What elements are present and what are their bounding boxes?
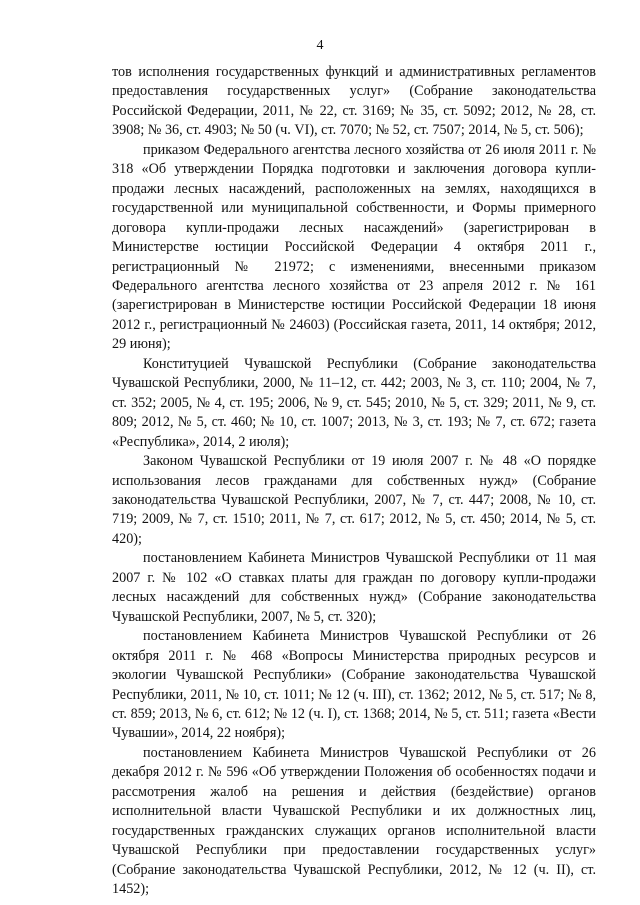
paragraph-resolution-ministry: постановлением Кабинета Министров Чувашской Республики от 26 октября 2011 г. № 468 «Вопросы Министерства природных ресурсов и экологии Чувашской Республики» (Собрание законодательства Чувашской Республики, 2011, № 10, ст. 1011; № 12 (ч. III), ст. 1362; 2012, № 5, ст. 517; № 8, ст. 859; 2013, № 6, ст. 612; № 12 (ч. I), ст. 1368; 2014, № 5, ст. 511; газета «Вести Чувашии», 2014, 22 ноября); [112,628,596,742]
paragraph-law-forest-use: Законом Чувашской Республики от 19 июля 2007 г. № 48 «О порядке использования лесов гражданами для собственных нужд» (Собрание законодательства Чувашской Республики, 2007, № 7, ст. 447; 2008, № 10, ст. 719; 2009, № 7, ст. 1510; 2011, № 7, ст. 617; 2012, № 5, ст. 450; 2014, № 5, ст. 420); [112,453,596,547]
paragraph-rosleshoz-order: приказом Федерального агентства лесного хозяйства от 26 июля 2011 г. № 318 «Об утверждении Порядка подготовки и заключения договора купли-продажи лесных насаждений, расположенных на землях, находящихся в государственной или муниципальной собственности, и Формы примерного договора купли-продажи лесных насаждений» (зарегистрирован в Министерстве юстиции Российской Федерации 4 октября 2011 г., регистрационный № 21972; с изменениями, внесенными приказом Федерального агентства лесного хозяйства от 23 апреля 2012 г. № 161 (зарегистрирован в Министерстве юстиции Российской Федерации 18 июня 2012 г., регистрационный № 24603) (Российская газета, 2011, 14 октября; 2012, 29 июня); [112,141,596,353]
paragraph-resolution-complaints: постановлением Кабинета Министров Чувашской Республики от 26 декабря 2012 г. № 596 «Об утверждении Положения об особенностях подачи и рассмотрения жалоб на решения и действия (бездействие) органов исполнительной власти Чувашской Республики и их должностных лиц, государственных гражданских служащих органов исполнительной власти Чувашской Республики при предоставлении государственных услуг» (Собрание законодательства Чувашской Республики, 2012, № 12 (ч. II), ст. 1452); [112,744,596,898]
paragraph-continuation: тов исполнения государственных функций и административных регламентов предоставления государственных услуг» (Собрание законодательства Российской Федерации, 2011, № 22, ст. 3169; № 35, ст. 5092; 2012, № 28, ст. 3908; № 36, ст. 4903; № 50 (ч. VI), ст. 7070; № 52, ст. 7507; 2014, № 5, ст. 506); [112,64,596,139]
paragraph-constitution: Конституцией Чувашской Республики (Собрание законодательства Чувашской Республики, 2000, № 11–12, ст. 442; 2003, № 3, ст. 110; 2004, № 7, ст. 352; 2005, № 4, ст. 195; 2006, № 9, ст. 545; 2010, № 5, ст. 329; 2011, № 9, ст. 809; 2012, № 5, ст. 460; № 10, ст. 1007; 2013, № 3, ст. 193; № 7, ст. 672; газета «Республика», 2014, 2 июля); [112,355,596,450]
page-number: 4 [316,38,324,53]
paragraph-resolution-rates: постановлением Кабинета Министров Чувашской Республики от 11 мая 2007 г. № 102 «О ставках платы для граждан по договору купли-продажи лесных насаждений для собственных нужд» (Собрание законодательства Чувашской Республики, 2007, № 5, ст. 320); [112,550,596,625]
document-body [112,63,596,899]
